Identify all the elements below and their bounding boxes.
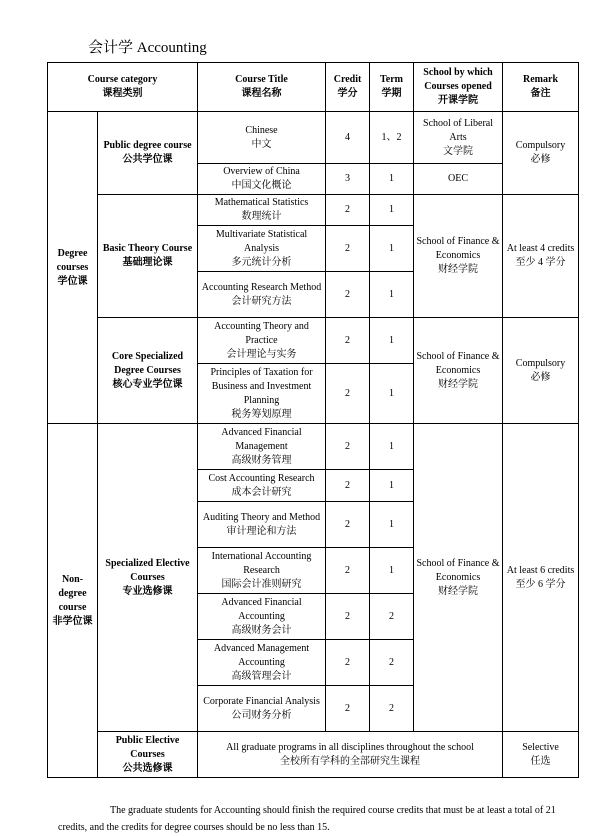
course-table (47, 62, 579, 778)
course-term: 1 (370, 502, 414, 548)
course-term: 2 (370, 594, 414, 640)
course-credit: 2 (326, 640, 370, 686)
course-credit: 2 (326, 686, 370, 732)
header-row (48, 63, 579, 112)
course-term: 1 (370, 470, 414, 502)
course-credit: 2 (326, 470, 370, 502)
course-title: Principles of Taxation for Business and Investment Planning 税务筹划原理 (198, 364, 326, 424)
header-remark: Remark 备注 (503, 63, 579, 112)
school-oec: OEC (414, 164, 503, 195)
subgroup-specialized-elective: Specialized Elective Courses 专业选修课 (98, 424, 198, 732)
course-title: Corporate Financial Analysis 公司财务分析 (198, 686, 326, 732)
public-elective-description: All graduate programs in all disciplines throughout the school 全校所有学科的全部研究生课程 (198, 732, 503, 778)
course-title: Accounting Research Method 会计研究方法 (198, 272, 326, 318)
course-term: 2 (370, 686, 414, 732)
header-term: Term 学期 (370, 63, 414, 112)
table-row (48, 318, 579, 364)
school-liberal-arts: School of Liberal Arts 文学院 (414, 112, 503, 164)
course-title: Advanced Financial Accounting 高级财务会计 (198, 594, 326, 640)
course-term: 1 (370, 164, 414, 195)
table-row (48, 195, 579, 226)
course-credit: 4 (326, 112, 370, 164)
remark-compulsory: Compulsory 必修 (503, 318, 579, 424)
table-row (48, 112, 579, 164)
course-title: Cost Accounting Research 成本会计研究 (198, 470, 326, 502)
course-title: Overview of China 中国文化概论 (198, 164, 326, 195)
course-credit: 2 (326, 364, 370, 424)
course-credit: 2 (326, 594, 370, 640)
table-row (48, 732, 579, 778)
course-term: 1 (370, 272, 414, 318)
course-term: 1 (370, 318, 414, 364)
header-credit: Credit 学分 (326, 63, 370, 112)
course-title: Mathematical Statistics 数理统计 (198, 195, 326, 226)
course-credit: 2 (326, 548, 370, 594)
group-non-degree: Non-degree course 非学位课 (48, 424, 98, 778)
subgroup-public-elective: Public Elective Courses 公共选修课 (98, 732, 198, 778)
remark-at-least-4: At least 4 credits 至少 4 学分 (503, 195, 579, 318)
course-title: Chinese 中文 (198, 112, 326, 164)
course-term: 1、2 (370, 112, 414, 164)
course-credit: 2 (326, 226, 370, 272)
subgroup-public-degree: Public degree course 公共学位课 (98, 112, 198, 195)
course-term: 1 (370, 226, 414, 272)
header-course-title: Course Title 课程名称 (198, 63, 326, 112)
course-term: 1 (370, 364, 414, 424)
subgroup-core-specialized: Core Specialized Degree Courses 核心专业学位课 (98, 318, 198, 424)
course-term: 2 (370, 640, 414, 686)
course-title: Accounting Theory and Practice 会计理论与实务 (198, 318, 326, 364)
course-title: Advanced Financial Management 高级财务管理 (198, 424, 326, 470)
course-term: 1 (370, 195, 414, 226)
school-finance-economics: School of Finance & Economics 财经学院 (414, 195, 503, 318)
course-credit: 2 (326, 195, 370, 226)
course-term: 1 (370, 424, 414, 470)
course-credit: 3 (326, 164, 370, 195)
course-term: 1 (370, 548, 414, 594)
course-title: International Accounting Research 国际会计准则研究 (198, 548, 326, 594)
school-finance-economics: School of Finance & Economics 财经学院 (414, 424, 503, 732)
header-school: School by which Courses opened 开课学院 (414, 63, 503, 112)
remark-compulsory: Compulsory 必修 (503, 112, 579, 195)
course-credit: 2 (326, 272, 370, 318)
subgroup-basic-theory: Basic Theory Course 基础理论课 (98, 195, 198, 318)
page-title: 会计学 Accounting (88, 40, 207, 56)
school-finance-economics: School of Finance & Economics 财经学院 (414, 318, 503, 424)
course-title: Multivariate Statistical Analysis 多元统计分析 (198, 226, 326, 272)
group-degree: Degree courses 学位课 (48, 112, 98, 424)
course-title: Advanced Management Accounting 高级管理会计 (198, 640, 326, 686)
remark-at-least-6: At least 6 credits 至少 6 学分 (503, 424, 579, 732)
course-credit: 2 (326, 424, 370, 470)
remark-selective: Selective 任选 (503, 732, 579, 778)
table-row (48, 424, 579, 470)
credit-requirement-note: The graduate students for Accounting should finish the required course credits that must be at least a total of 21 credits, and the credits for degree courses should be no less than 15. (58, 805, 556, 833)
course-credit: 2 (326, 318, 370, 364)
header-course-category: Course category 课程类别 (48, 63, 198, 112)
course-title: Auditing Theory and Method 审计理论和方法 (198, 502, 326, 548)
course-credit: 2 (326, 502, 370, 548)
